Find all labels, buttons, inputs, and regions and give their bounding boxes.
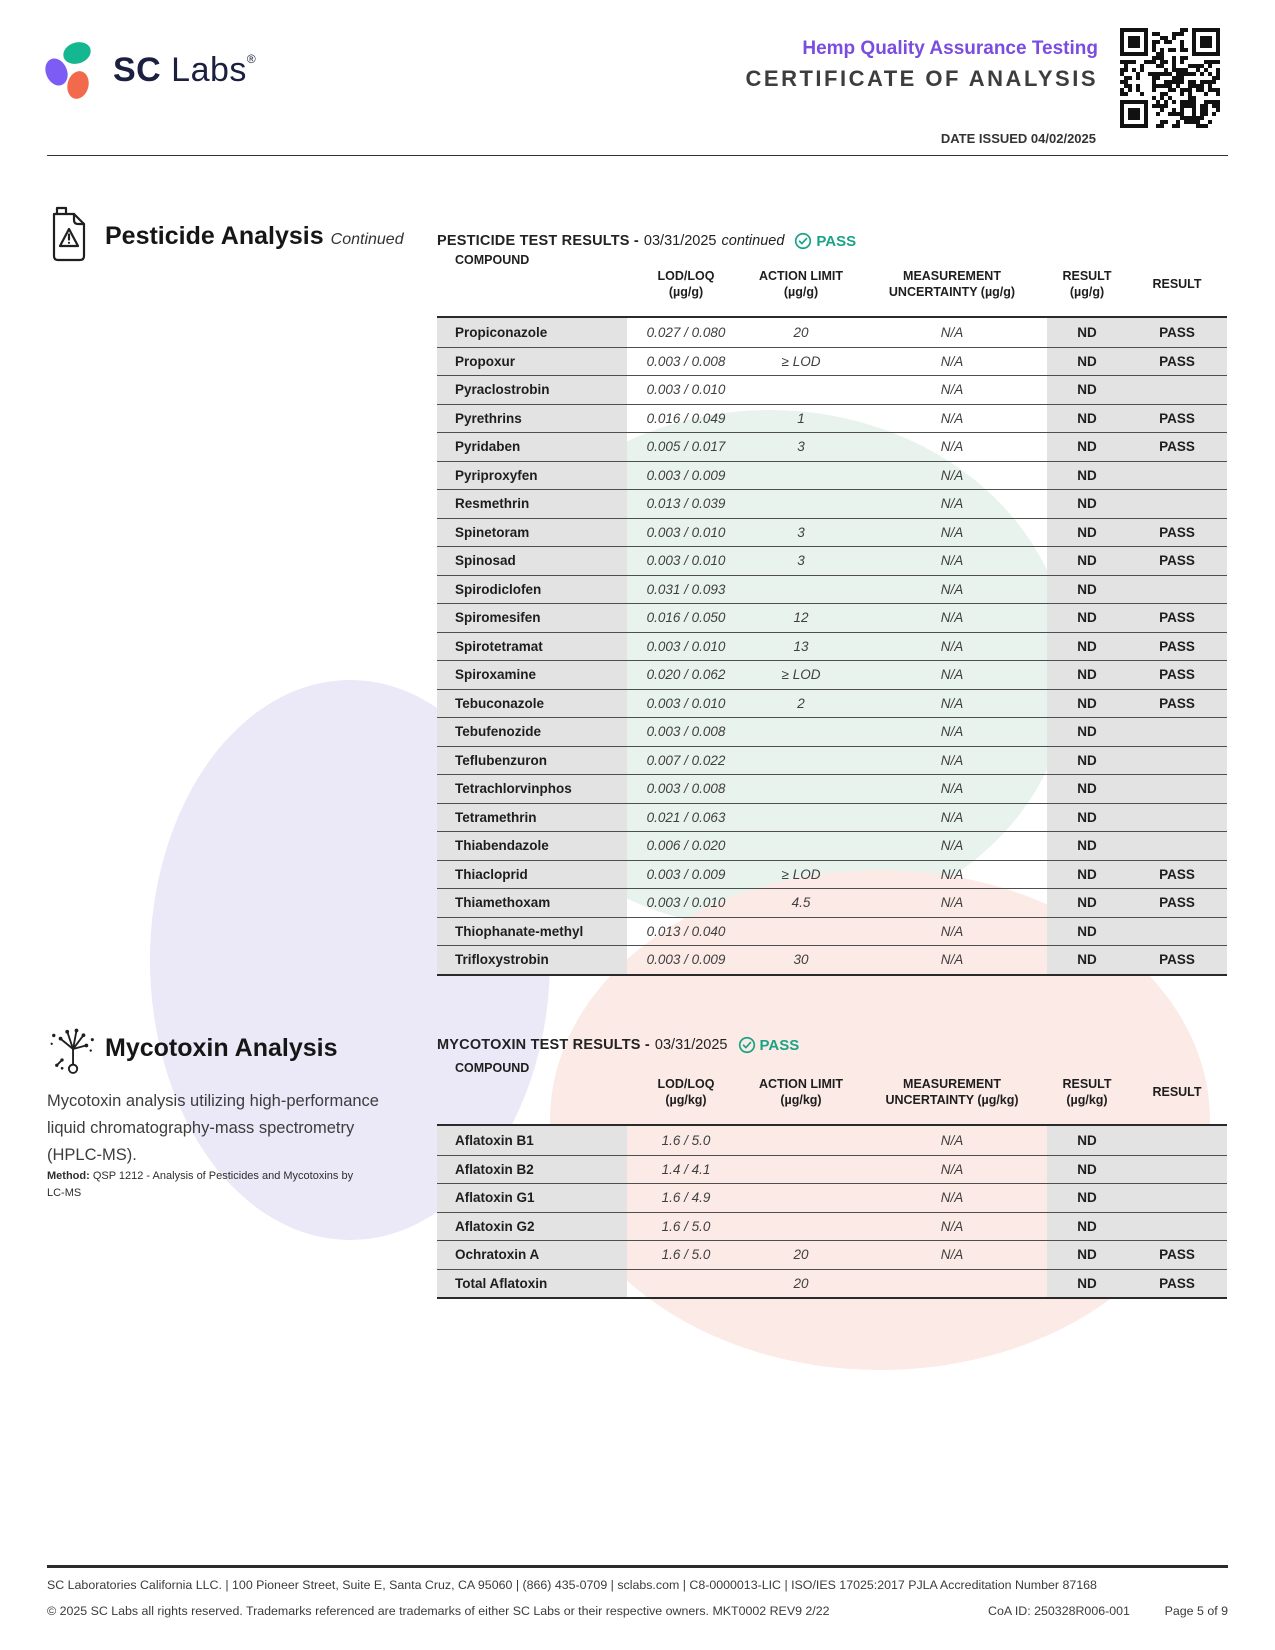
qr-code [1120, 28, 1220, 128]
table-row [437, 1183, 1227, 1212]
method-label: Method: [47, 1170, 90, 1182]
cell-action: 1 [797, 410, 805, 426]
mycotoxin-method [47, 1168, 369, 1202]
cell-uncert: N/A [940, 467, 964, 483]
cell-uncert: N/A [940, 895, 964, 911]
table-row [437, 489, 1227, 518]
column-header-action: ACTION LIMIT (µg/kg) [758, 1077, 843, 1107]
column-header-pass: RESULT [1152, 1085, 1202, 1099]
header-divider [47, 155, 1228, 156]
cell-result: ND [1047, 832, 1127, 860]
cell-pass [1127, 718, 1227, 746]
cell-uncert: N/A [940, 866, 964, 882]
table-row [437, 1240, 1227, 1269]
cell-pass: PASS [1127, 1241, 1227, 1269]
table-header-row [437, 252, 1227, 318]
cell-lod: 0.003 / 0.008 [646, 353, 726, 369]
cell-uncert: N/A [940, 781, 964, 797]
cell-compound: Resmethrin [437, 490, 627, 518]
cell-pass [1127, 1156, 1227, 1184]
cell-action [745, 376, 857, 404]
column-header-uncert: MEASUREMENT UNCERTAINTY (µg/kg) [885, 1077, 1019, 1107]
mycotoxin-description: Mycotoxin analysis utilizing high-performance liquid chromatography-mass spectrometry (HPLC-MS). [47, 1092, 379, 1164]
table-row [437, 518, 1227, 547]
cell-uncert: N/A [940, 553, 964, 569]
footer-divider [47, 1565, 1228, 1568]
cell-compound: Ochratoxin A [437, 1241, 627, 1269]
cell-action: 3 [797, 553, 805, 569]
cell-pass [1127, 804, 1227, 832]
cell-lod: 0.005 / 0.017 [646, 439, 726, 455]
cell-lod: 0.003 / 0.008 [646, 781, 726, 797]
cell-uncert: N/A [940, 496, 964, 512]
cell-lod: 0.027 / 0.080 [646, 324, 726, 340]
column-header-compound: COMPOUND [455, 1061, 530, 1075]
cell-lod: 0.003 / 0.010 [646, 382, 726, 398]
cell-action: 3 [797, 439, 805, 455]
cell-compound: Spiroxamine [437, 661, 627, 689]
table-row [437, 603, 1227, 632]
cell-action: 4.5 [791, 895, 811, 911]
table-row [437, 404, 1227, 433]
cell-pass [1127, 918, 1227, 946]
cell-action [745, 1126, 857, 1155]
table-row [437, 546, 1227, 575]
table-row [437, 888, 1227, 917]
cell-uncert: N/A [940, 382, 964, 398]
cell-compound: Aflatoxin G1 [437, 1184, 627, 1212]
cell-result: ND [1047, 1126, 1127, 1155]
cell-lod: 0.003 / 0.009 [646, 952, 726, 968]
table-row [437, 1155, 1227, 1184]
cell-result: ND [1047, 718, 1127, 746]
mycotoxin-pass-badge [738, 1036, 800, 1054]
mycotoxin-results-date: 03/31/2025 [654, 1037, 728, 1053]
cell-compound: Tebufenozide [437, 718, 627, 746]
table-row [437, 831, 1227, 860]
cell-uncert: N/A [940, 838, 964, 854]
cell-lod: 0.013 / 0.039 [646, 496, 726, 512]
column-header-result: RESULT (µg/kg) [1062, 1077, 1112, 1107]
cell-uncert: N/A [940, 1247, 964, 1263]
cell-action [745, 1156, 857, 1184]
check-circle-icon [738, 1036, 756, 1054]
cell-lod: 0.016 / 0.050 [646, 610, 726, 626]
program-title: Hemp Quality Assurance Testing [802, 38, 1098, 59]
cell-result: ND [1047, 576, 1127, 604]
cell-pass [1127, 490, 1227, 518]
cell-uncert: N/A [940, 524, 964, 540]
cell-result: ND [1047, 1184, 1127, 1212]
cell-action [745, 1184, 857, 1212]
cell-pass: PASS [1127, 348, 1227, 376]
cell-compound: Tebuconazole [437, 690, 627, 718]
mycotoxin-section-title: Mycotoxin Analysis [105, 1034, 338, 1062]
cell-result: ND [1047, 547, 1127, 575]
cell-result: ND [1047, 348, 1127, 376]
cell-action: 2 [797, 695, 805, 711]
column-header-compound: COMPOUND [455, 253, 530, 267]
pesticide-table [437, 252, 1227, 976]
cell-compound: Total Aflatoxin [437, 1270, 627, 1298]
cell-lod: 0.003 / 0.009 [646, 866, 726, 882]
cell-compound: Trifloxystrobin [437, 946, 627, 974]
cell-lod: 0.003 / 0.009 [646, 467, 726, 483]
mycotoxin-spore-icon [48, 1024, 96, 1074]
cell-pass [1127, 576, 1227, 604]
table-row [437, 375, 1227, 404]
mycotoxin-results-heading [437, 1036, 799, 1054]
column-header-lod: LOD/LOQ (µg/kg) [657, 1077, 715, 1107]
cell-action: 13 [793, 638, 809, 654]
cell-result: ND [1047, 889, 1127, 917]
cell-pass [1127, 376, 1227, 404]
cell-compound: Tetrachlorvinphos [437, 775, 627, 803]
cell-uncert: N/A [940, 809, 964, 825]
cell-pass: PASS [1127, 690, 1227, 718]
brand-text [113, 51, 256, 90]
cell-result: ND [1047, 1270, 1127, 1298]
cell-uncert: N/A [940, 1190, 964, 1206]
cell-lod: 0.016 / 0.049 [646, 410, 726, 426]
column-header-lod: LOD/LOQ (µg/g) [657, 269, 715, 299]
cell-result: ND [1047, 690, 1127, 718]
cell-lod: 0.003 / 0.010 [646, 638, 726, 654]
cell-uncert: N/A [940, 695, 964, 711]
cell-lod: 0.031 / 0.093 [646, 581, 726, 597]
cell-uncert: N/A [940, 724, 964, 740]
cell-lod: 0.007 / 0.022 [646, 752, 726, 768]
cell-lod: 0.006 / 0.020 [646, 838, 726, 854]
cell-action [745, 490, 857, 518]
cell-uncert: N/A [940, 581, 964, 597]
table-row [437, 461, 1227, 490]
cell-lod: 1.6 / 5.0 [661, 1218, 711, 1234]
page-number: Page 5 of 9 [1164, 1604, 1228, 1618]
cell-lod: 0.003 / 0.010 [646, 895, 726, 911]
cell-lod: 0.020 / 0.062 [646, 667, 726, 683]
cell-uncert: N/A [940, 324, 964, 340]
cell-result: ND [1047, 604, 1127, 632]
cell-pass: PASS [1127, 1270, 1227, 1298]
footer-info-line: SC Laboratories California LLC. | 100 Pioneer Street, Suite E, Santa Cruz, CA 95060 | (866) 435-0709 | sclabs.com | C8-0000013-LIC | ISO/IES 17025:2017 PJLA Accreditation Number 87168 [47, 1578, 1097, 1592]
cell-result: ND [1047, 462, 1127, 490]
cell-compound: Pyraclostrobin [437, 376, 627, 404]
cell-result: ND [1047, 405, 1127, 433]
check-circle-icon [794, 232, 812, 250]
table-row [437, 1126, 1227, 1155]
cell-result: ND [1047, 1213, 1127, 1241]
cell-lod: 1.6 / 4.9 [661, 1190, 711, 1206]
cell-uncert: N/A [940, 752, 964, 768]
method-text: QSP 1212 - Analysis of Pesticides and Mycotoxins by LC-MS [47, 1170, 354, 1199]
cell-lod: 0.003 / 0.008 [646, 724, 726, 740]
column-header-result: RESULT (µg/g) [1062, 269, 1112, 299]
cell-uncert: N/A [940, 1132, 964, 1148]
cell-pass: PASS [1127, 547, 1227, 575]
cell-lod: 0.003 / 0.010 [646, 553, 726, 569]
table-row [437, 575, 1227, 604]
cell-action: 20 [793, 324, 809, 340]
pesticide-section-header [105, 222, 404, 251]
cell-uncert: N/A [940, 952, 964, 968]
cell-pass [1127, 832, 1227, 860]
cell-pass: PASS [1127, 433, 1227, 461]
registered-mark: ® [246, 51, 257, 66]
brand-labs: Labs [161, 50, 247, 89]
table-row [437, 860, 1227, 889]
logo-petals-icon [44, 38, 100, 102]
table-row [437, 774, 1227, 803]
table-row [437, 632, 1227, 661]
cell-lod: 0.003 / 0.010 [646, 524, 726, 540]
cell-uncert [857, 1270, 1047, 1298]
cell-compound: Aflatoxin G2 [437, 1213, 627, 1241]
cell-lod: 1.6 / 5.0 [661, 1132, 711, 1148]
cell-result: ND [1047, 376, 1127, 404]
pesticide-pass-label: PASS [816, 232, 857, 250]
cell-pass [1127, 462, 1227, 490]
cell-pass: PASS [1127, 604, 1227, 632]
pesticide-pass-badge [794, 232, 856, 250]
table-row [437, 803, 1227, 832]
cell-pass [1127, 1213, 1227, 1241]
table-row [437, 746, 1227, 775]
pesticide-results-heading [437, 232, 856, 250]
pesticide-results-date: 03/31/2025 [643, 233, 717, 249]
cell-lod [627, 1270, 745, 1298]
cell-action: 30 [793, 952, 809, 968]
cell-pass: PASS [1127, 946, 1227, 974]
cell-pass [1127, 1184, 1227, 1212]
mycotoxin-results-title: MYCOTOXIN TEST RESULTS - [437, 1037, 650, 1053]
mycotoxin-pass-label: PASS [759, 1036, 800, 1054]
cell-pass: PASS [1127, 889, 1227, 917]
cell-compound: Thiamethoxam [437, 889, 627, 917]
mycotoxin-section-header [105, 1034, 337, 1063]
cell-uncert: N/A [940, 353, 964, 369]
table-header-row [437, 1060, 1227, 1126]
cell-result: ND [1047, 490, 1127, 518]
cell-compound: Spiromesifen [437, 604, 627, 632]
cell-compound: Pyrethrins [437, 405, 627, 433]
cell-result: ND [1047, 946, 1127, 974]
table-row [437, 318, 1227, 347]
cell-action: 3 [797, 524, 805, 540]
cell-lod: 0.003 / 0.010 [646, 695, 726, 711]
cell-uncert: N/A [940, 1161, 964, 1177]
table-row [437, 432, 1227, 461]
cell-compound: Thiophanate-methyl [437, 918, 627, 946]
cell-action [745, 918, 857, 946]
cell-compound: Aflatoxin B1 [437, 1126, 627, 1155]
cell-compound: Spinosad [437, 547, 627, 575]
cell-action: ≥ LOD [781, 353, 821, 369]
pesticide-section-subtitle: Continued [330, 231, 404, 248]
date-issued: DATE ISSUED 04/02/2025 [940, 131, 1096, 146]
cell-lod: 1.4 / 4.1 [661, 1161, 711, 1177]
cell-action [745, 1213, 857, 1241]
pesticide-results-note: continued [721, 233, 785, 249]
cell-compound: Aflatoxin B2 [437, 1156, 627, 1184]
cell-result: ND [1047, 775, 1127, 803]
cell-lod: 1.6 / 5.0 [661, 1247, 711, 1263]
cell-pass: PASS [1127, 318, 1227, 347]
cell-pass [1127, 775, 1227, 803]
cell-result: ND [1047, 1241, 1127, 1269]
cell-uncert: N/A [940, 923, 964, 939]
column-header-pass: RESULT [1152, 277, 1202, 291]
cell-action [745, 462, 857, 490]
column-header-uncert: MEASUREMENT UNCERTAINTY (µg/g) [888, 269, 1016, 299]
cell-compound: Thiabendazole [437, 832, 627, 860]
table-row [437, 1269, 1227, 1298]
cell-pass: PASS [1127, 861, 1227, 889]
table-row [437, 917, 1227, 946]
cell-action [745, 718, 857, 746]
cell-compound: Pyriproxyfen [437, 462, 627, 490]
cell-result: ND [1047, 861, 1127, 889]
table-row [437, 717, 1227, 746]
cell-compound: Teflubenzuron [437, 747, 627, 775]
cell-pass: PASS [1127, 405, 1227, 433]
cell-action [745, 747, 857, 775]
table-row [437, 1212, 1227, 1241]
table-row [437, 689, 1227, 718]
coa-id: CoA ID: 250328R006-001 [988, 1604, 1130, 1618]
cell-pass [1127, 747, 1227, 775]
cell-pass [1127, 1126, 1227, 1155]
cell-pass: PASS [1127, 661, 1227, 689]
cell-action: 20 [793, 1275, 809, 1291]
cell-result: ND [1047, 661, 1127, 689]
cell-compound: Spirodiclofen [437, 576, 627, 604]
cell-compound: Pyridaben [437, 433, 627, 461]
cell-compound: Tetramethrin [437, 804, 627, 832]
cell-lod: 0.013 / 0.040 [646, 923, 726, 939]
cell-result: ND [1047, 747, 1127, 775]
cell-compound: Thiacloprid [437, 861, 627, 889]
cell-result: ND [1047, 519, 1127, 547]
cell-compound: Propiconazole [437, 318, 627, 347]
cell-result: ND [1047, 918, 1127, 946]
cell-result: ND [1047, 433, 1127, 461]
cell-uncert: N/A [940, 410, 964, 426]
cell-result: ND [1047, 804, 1127, 832]
cell-action: 12 [793, 610, 809, 626]
footer-copyright-text: © 2025 SC Labs all rights reserved. Trademarks referenced are trademarks of either SC Labs or their respective owners. MKT0002 REV9 2/22 [47, 1604, 830, 1618]
cell-uncert: N/A [940, 638, 964, 654]
pesticide-jug-warning-icon [48, 205, 90, 263]
cell-compound: Spinetoram [437, 519, 627, 547]
cell-pass: PASS [1127, 633, 1227, 661]
sc-labs-logo [44, 38, 256, 102]
cell-action: 20 [793, 1247, 809, 1263]
cell-compound: Propoxur [437, 348, 627, 376]
cell-action [745, 775, 857, 803]
table-row [437, 945, 1227, 974]
table-row [437, 347, 1227, 376]
table-row [437, 660, 1227, 689]
cell-lod: 0.021 / 0.063 [646, 809, 726, 825]
cell-uncert: N/A [940, 610, 964, 626]
cell-uncert: N/A [940, 439, 964, 455]
cell-action: ≥ LOD [781, 866, 821, 882]
cell-action [745, 804, 857, 832]
cell-action: ≥ LOD [781, 667, 821, 683]
brand-sc: SC [113, 50, 162, 89]
pesticide-results-title: PESTICIDE TEST RESULTS - [437, 233, 639, 249]
cell-action [745, 576, 857, 604]
pesticide-section-title: Pesticide Analysis [105, 222, 324, 250]
cell-result: ND [1047, 318, 1127, 347]
mycotoxin-table [437, 1060, 1227, 1299]
doc-title: CERTIFICATE OF ANALYSIS [745, 66, 1098, 91]
footer-copyright-line [47, 1604, 1228, 1618]
cell-uncert: N/A [940, 667, 964, 683]
cell-result: ND [1047, 633, 1127, 661]
cell-uncert: N/A [940, 1218, 964, 1234]
cell-pass: PASS [1127, 519, 1227, 547]
cell-result: ND [1047, 1156, 1127, 1184]
cell-compound: Spirotetramat [437, 633, 627, 661]
column-header-action: ACTION LIMIT (µg/g) [758, 269, 843, 299]
cell-action [745, 832, 857, 860]
